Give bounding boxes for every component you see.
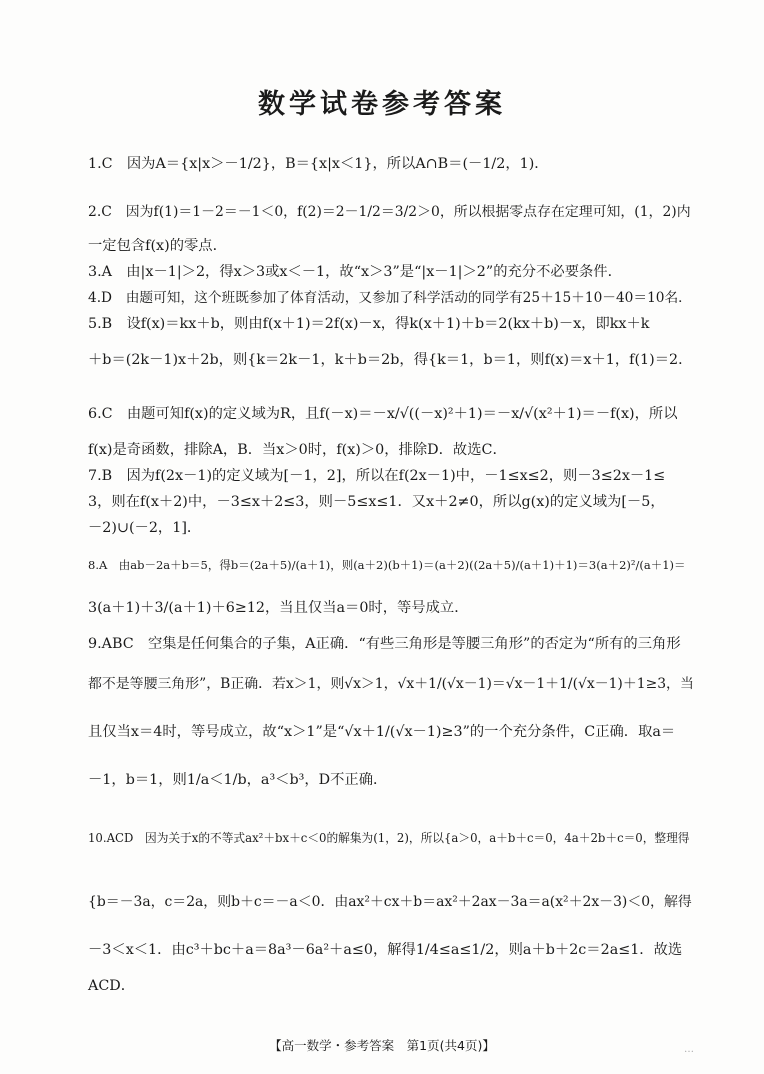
answer-2-cont: 一定包含f(x)的零点． xyxy=(88,238,227,254)
corner-mark: … xyxy=(684,1044,694,1055)
answer-6: 6.C 由题可知f(x)的定义域为R，且f(－x)＝－x/√((－x)²＋1)＝－x/√(x²＋1)＝－f(x)，所以 xyxy=(88,406,678,422)
answer-2: 2.C 因为f(1)＝1－2＝－1＜0，f(2)＝2－1/2＝3/2＞0，所以根据零点存在定理可知，(1，2)内 xyxy=(88,204,691,220)
answer-9-cont1: 都不是等腰三角形”，B正确．若x＞1，则√x＞1，√x＋1/(√x－1)＝√x－1＋1/(√x－1)＋1≥3，当 xyxy=(88,676,694,692)
answer-7: 7.B 因为f(2x－1)的定义域为[－1，2]，所以在f(2x－1)中，－1≤x≤2，则－3≤2x－1≤ xyxy=(88,468,666,484)
answer-9-cont3: －1，b＝1，则1/a＜1/b，a³＜b³，D不正确． xyxy=(88,772,388,788)
answer-7-cont2: －2)∪(－2，1]． xyxy=(88,520,202,536)
answer-6-cont: f(x)是奇函数，排除A，B．当x＞0时，f(x)＞0，排除D．故选C． xyxy=(88,442,507,458)
answer-5-cont: ＋b＝(2k－1)x＋2b，则{k＝2k－1，k＋b＝2b，得{k＝1，b＝1，则f(x)＝x＋1，f(1)＝2． xyxy=(88,352,693,368)
answer-10-cont1: {b＝－3a，c＝2a，则b＋c＝－a＜0．由ax²＋cx＋b＝ax²＋2ax－3a＝a(x²＋2x－3)＜0，解得 xyxy=(88,894,692,910)
answer-10-cont3: ACD． xyxy=(88,978,136,994)
answer-1: 1.C 因为A＝{x|x＞－1/2}，B＝{x|x＜1}，所以A∩B＝(－1/2，1)． xyxy=(88,156,549,172)
answer-8: 8.A 由ab－2a＋b＝5，得b＝(2a＋5)/(a＋1)，则(a＋2)(b＋1)＝(a＋2)((2a＋5)/(a＋1)＋1)＝3(a＋2)²/(a＋1)＝ xyxy=(88,558,686,572)
answer-3: 3.A 由|x－1|＞2，得x＞3或x＜－1，故“x＞3”是“|x－1|＞2”的充分不必要条件． xyxy=(88,264,622,280)
answer-10: 10.ACD 因为关于x的不等式ax²＋bx＋c＜0的解集为(1，2)，所以{a＞0，a＋b＋c＝0，4a＋2b＋c＝0，整理得 xyxy=(88,831,690,845)
answer-8-cont: 3(a＋1)＋3/(a＋1)＋6≥12，当且仅当a＝0时，等号成立． xyxy=(88,600,469,616)
answer-9-cont2: 且仅当x＝4时，等号成立，故“x＞1”是“√x＋1/(√x－1)≥3”的一个充分条件，C正确．取a＝ xyxy=(88,724,676,740)
answer-10-cont2: －3＜x＜1．由c³＋bc＋a＝8a³－6a²＋a≤0，解得1/4≤a≤1/2，则a＋b＋2c＝2a≤1．故选 xyxy=(88,942,683,958)
answer-9: 9.ABC 空集是任何集合的子集，A正确．“有些三角形是等腰三角形”的否定为“所有的三角形 xyxy=(88,636,681,652)
answer-5: 5.B 设f(x)＝kx＋b，则由f(x＋1)＝2f(x)－x，得k(x＋1)＋b＝2(kx＋b)－x，即kx＋k xyxy=(88,316,650,332)
page-footer: 【高一数学・参考答案 第1页(共4页)】 xyxy=(269,1038,495,1053)
answer-7-cont1: 3，则在f(x＋2)中，－3≤x＋2≤3，则－5≤x≤1．又x＋2≠0，所以g(x)的定义域为[－5， xyxy=(88,494,665,510)
answer-4: 4.D 由题可知，这个班既参加了体育活动，又参加了科学活动的同学有25＋15＋10－40＝10名． xyxy=(88,290,692,306)
page-title: 数学试卷参考答案 xyxy=(258,89,506,120)
